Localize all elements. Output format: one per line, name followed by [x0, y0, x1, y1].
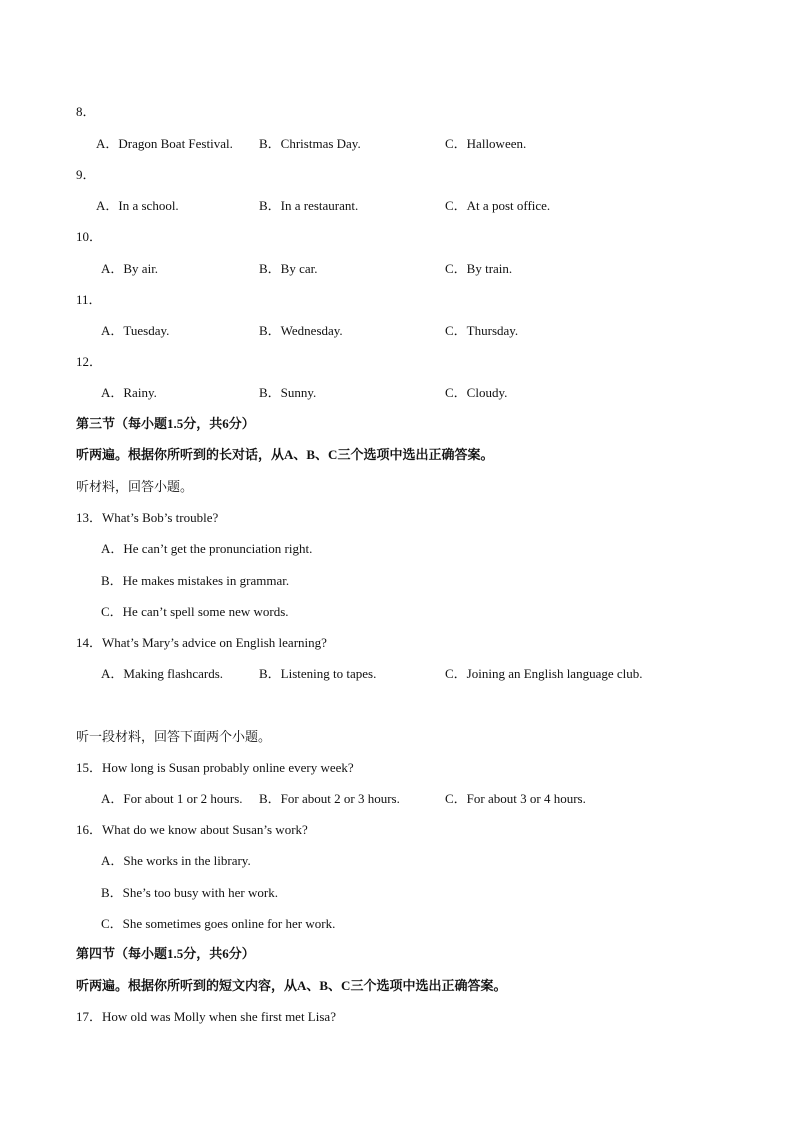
question-11-option-c: C．Thursday.: [445, 323, 519, 338]
question-9-option-c: C．At a post office.: [445, 198, 551, 213]
section-3-instruction: 听两遍。根据你所听到的长对话，从A、B、C三个选项中选出正确答案。: [76, 447, 494, 462]
question-8-option-b: B．Christmas Day.: [259, 136, 361, 151]
question-11-option-a: A．Tuesday.: [101, 323, 170, 338]
question-16-text: 16．What do we know about Susan’s work?: [76, 822, 308, 837]
question-15-option-c: C．For about 3 or 4 hours.: [445, 791, 586, 806]
section-4-instruction: 听两遍。根据你所听到的短文内容，从A、B、C三个选项中选出正确答案。: [76, 978, 507, 993]
question-8-option-c: C．Halloween.: [445, 136, 527, 151]
question-10-option-c: C．By train.: [445, 261, 513, 276]
question-14-option-c: C．Joining an English language club.: [445, 666, 643, 681]
question-16-option-a: A．She works in the library.: [101, 853, 251, 868]
question-13-option-c: C．He can’t spell some new words.: [101, 604, 289, 619]
question-13-option-b: B．He makes mistakes in grammar.: [101, 573, 290, 588]
question-14-text: 14．What’s Mary’s advice on English learning?: [76, 635, 327, 650]
question-16-option-b: B．She’s too busy with her work.: [101, 885, 278, 900]
question-12-option-a: A．Rainy.: [101, 385, 157, 400]
question-15-option-a: A．For about 1 or 2 hours.: [101, 791, 243, 806]
question-9-number: 9．: [76, 167, 96, 182]
section-3-group-2-heading: 听一段材料，回答下面两个小题。: [76, 729, 272, 744]
question-12-option-c: C．Cloudy.: [445, 385, 508, 400]
question-8-number: 8．: [76, 104, 96, 119]
question-11-option-b: B．Wednesday.: [259, 323, 343, 338]
question-13-text: 13．What’s Bob’s trouble?: [76, 510, 219, 525]
question-11-number: 11．: [76, 292, 102, 307]
question-12-option-b: B．Sunny.: [259, 385, 317, 400]
question-9-option-a: A．In a school.: [96, 198, 179, 213]
question-10-number: 10．: [76, 229, 103, 244]
question-10-option-a: A．By air.: [101, 261, 159, 276]
question-12-number: 12．: [76, 354, 103, 369]
section-4-title: 第四节（每小题1.5分，共6分）: [76, 946, 255, 961]
question-16-option-c: C．She sometimes goes online for her work.: [101, 916, 336, 931]
question-13-option-a: A．He can’t get the pronunciation right.: [101, 541, 313, 556]
question-15-option-b: B．For about 2 or 3 hours.: [259, 791, 400, 806]
question-15-text: 15．How long is Susan probably online every week?: [76, 760, 354, 775]
question-17-text: 17．How old was Molly when she first met Lisa?: [76, 1009, 336, 1024]
question-9-option-b: B．In a restaurant.: [259, 198, 359, 213]
section-3-group-1-heading: 听材料，回答小题。: [76, 479, 194, 494]
question-8-option-a: A．Dragon Boat Festival.: [96, 136, 233, 151]
section-3-title: 第三节（每小题1.5分，共6分）: [76, 416, 255, 431]
question-14-option-a: A．Making flashcards.: [101, 666, 224, 681]
question-14-option-b: B．Listening to tapes.: [259, 666, 377, 681]
question-10-option-b: B．By car.: [259, 261, 318, 276]
